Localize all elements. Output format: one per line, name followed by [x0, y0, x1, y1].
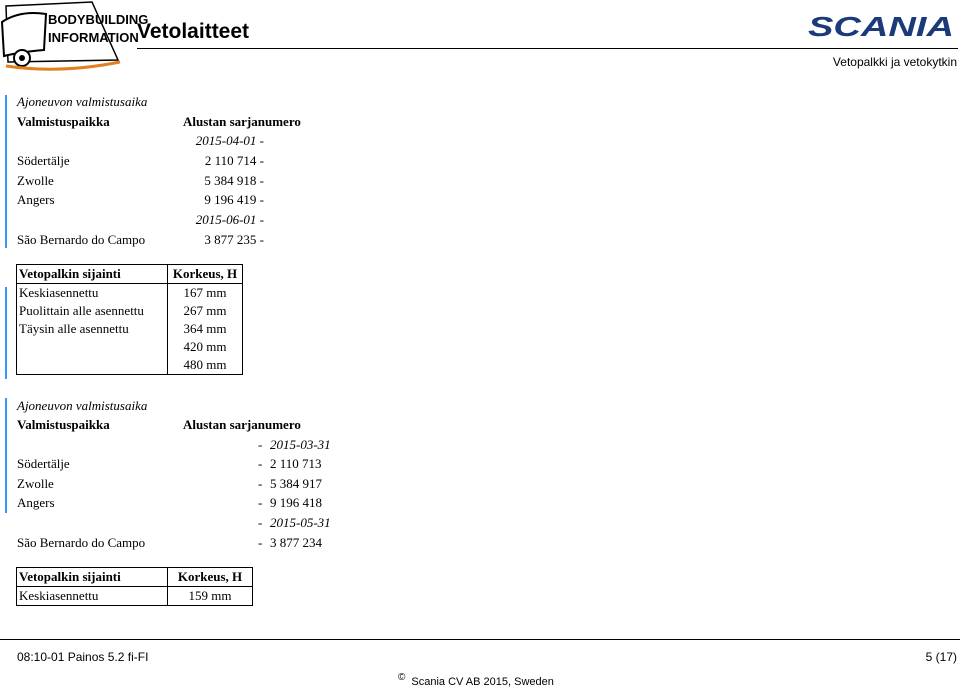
height-table-2: [16, 567, 253, 606]
table1-header-position: Vetopalkin sijainti: [17, 265, 168, 284]
section2-row3-serial: 9 196 418: [270, 495, 322, 510]
truck-hub: [19, 55, 25, 61]
section1-row1-serial: 2 110 714 -: [204, 153, 264, 168]
section2-dash-4: -: [258, 495, 263, 510]
section2-dash-1: -: [258, 437, 263, 452]
bodybuilding-information-logo: [0, 0, 149, 72]
change-bar: [5, 398, 7, 513]
copyright-symbol: ©: [398, 672, 406, 683]
section1-row2-place: Zwolle: [17, 173, 54, 188]
table1-pos-2: Puolittain alle asennettu: [17, 302, 168, 320]
section2-dash-3: -: [258, 476, 263, 491]
section1-col-place: Valmistuspaikka: [17, 114, 110, 129]
table1-height-5: 480 mm: [168, 356, 243, 375]
footer-divider: [0, 639, 960, 640]
section2-dash-6: -: [258, 535, 263, 550]
copyright-text: Scania CV AB 2015, Sweden: [411, 676, 554, 688]
table1-pos-empty-1: [17, 338, 168, 356]
section1-row4-serial: 3 877 235 -: [204, 232, 264, 247]
scania-logo: [808, 11, 956, 42]
section2-col-place: Valmistuspaikka: [17, 417, 110, 432]
section2-row2-place: Zwolle: [17, 476, 54, 491]
table1-height-1: 167 mm: [168, 284, 243, 303]
table1-pos-3: Täysin alle asennettu: [17, 320, 168, 338]
section1-row3-place: Angers: [17, 192, 55, 207]
logo-text-1: BODYBUILDING: [48, 12, 149, 27]
section2-row4-serial: 3 877 234: [270, 535, 322, 550]
section1-heading: Ajoneuvon valmistusaika: [17, 94, 148, 109]
table1-height-4: 420 mm: [168, 338, 243, 356]
section2-heading: Ajoneuvon valmistusaika: [17, 398, 148, 413]
section2-date1: 2015-03-31: [270, 437, 331, 452]
table2-header-height: Korkeus, H: [168, 568, 253, 587]
table2-height-1: 159 mm: [168, 587, 253, 606]
section1-row3-serial: 9 196 419 -: [204, 192, 264, 207]
section1-date2: 2015-06-01 -: [195, 212, 264, 227]
change-bar: [5, 287, 7, 379]
section1-row4-place: São Bernardo do Campo: [17, 232, 146, 247]
change-bar: [5, 95, 7, 248]
section1-row2-serial: 5 384 918 -: [204, 173, 264, 188]
footer-copyright: [398, 672, 554, 688]
page-subtitle: Vetopalkki ja vetokytkin: [832, 55, 957, 69]
table1-pos-1: Keskiasennettu: [17, 284, 168, 303]
header-divider: [137, 48, 958, 49]
section1-date1: 2015-04-01 -: [195, 133, 264, 148]
table2-header-position: Vetopalkin sijainti: [17, 568, 168, 587]
section2-row1-serial: 2 110 713: [270, 456, 322, 471]
table1-pos-empty-2: [17, 356, 168, 375]
section1-col-serial: Alustan sarjanumero: [183, 114, 301, 129]
section1-row1-place: Södertälje: [17, 153, 70, 168]
table2-pos-1: Keskiasennettu: [17, 587, 168, 606]
footer-page-number: 5 (17): [925, 650, 957, 664]
section2-col-serial: Alustan sarjanumero: [183, 417, 301, 432]
logo-text-2: INFORMATION: [48, 30, 139, 45]
table1-header-height: Korkeus, H: [168, 265, 243, 284]
table1-height-3: 364 mm: [168, 320, 243, 338]
height-table-1: [16, 264, 243, 375]
section2-dash-2: -: [258, 456, 263, 471]
table1-height-2: 267 mm: [168, 302, 243, 320]
section2-row3-place: Angers: [17, 495, 55, 510]
section2-row1-place: Södertälje: [17, 456, 70, 471]
section2-date2: 2015-05-31: [270, 515, 331, 530]
page-title: Vetolaitteet: [137, 20, 250, 43]
footer-edition: 08:10-01 Painos 5.2 fi-FI: [17, 650, 149, 664]
section2-row2-serial: 5 384 917: [270, 476, 322, 491]
section2-row4-place: São Bernardo do Campo: [17, 535, 146, 550]
section2-dash-5: -: [258, 515, 263, 530]
scania-wordmark: SCANIA: [808, 11, 954, 42]
